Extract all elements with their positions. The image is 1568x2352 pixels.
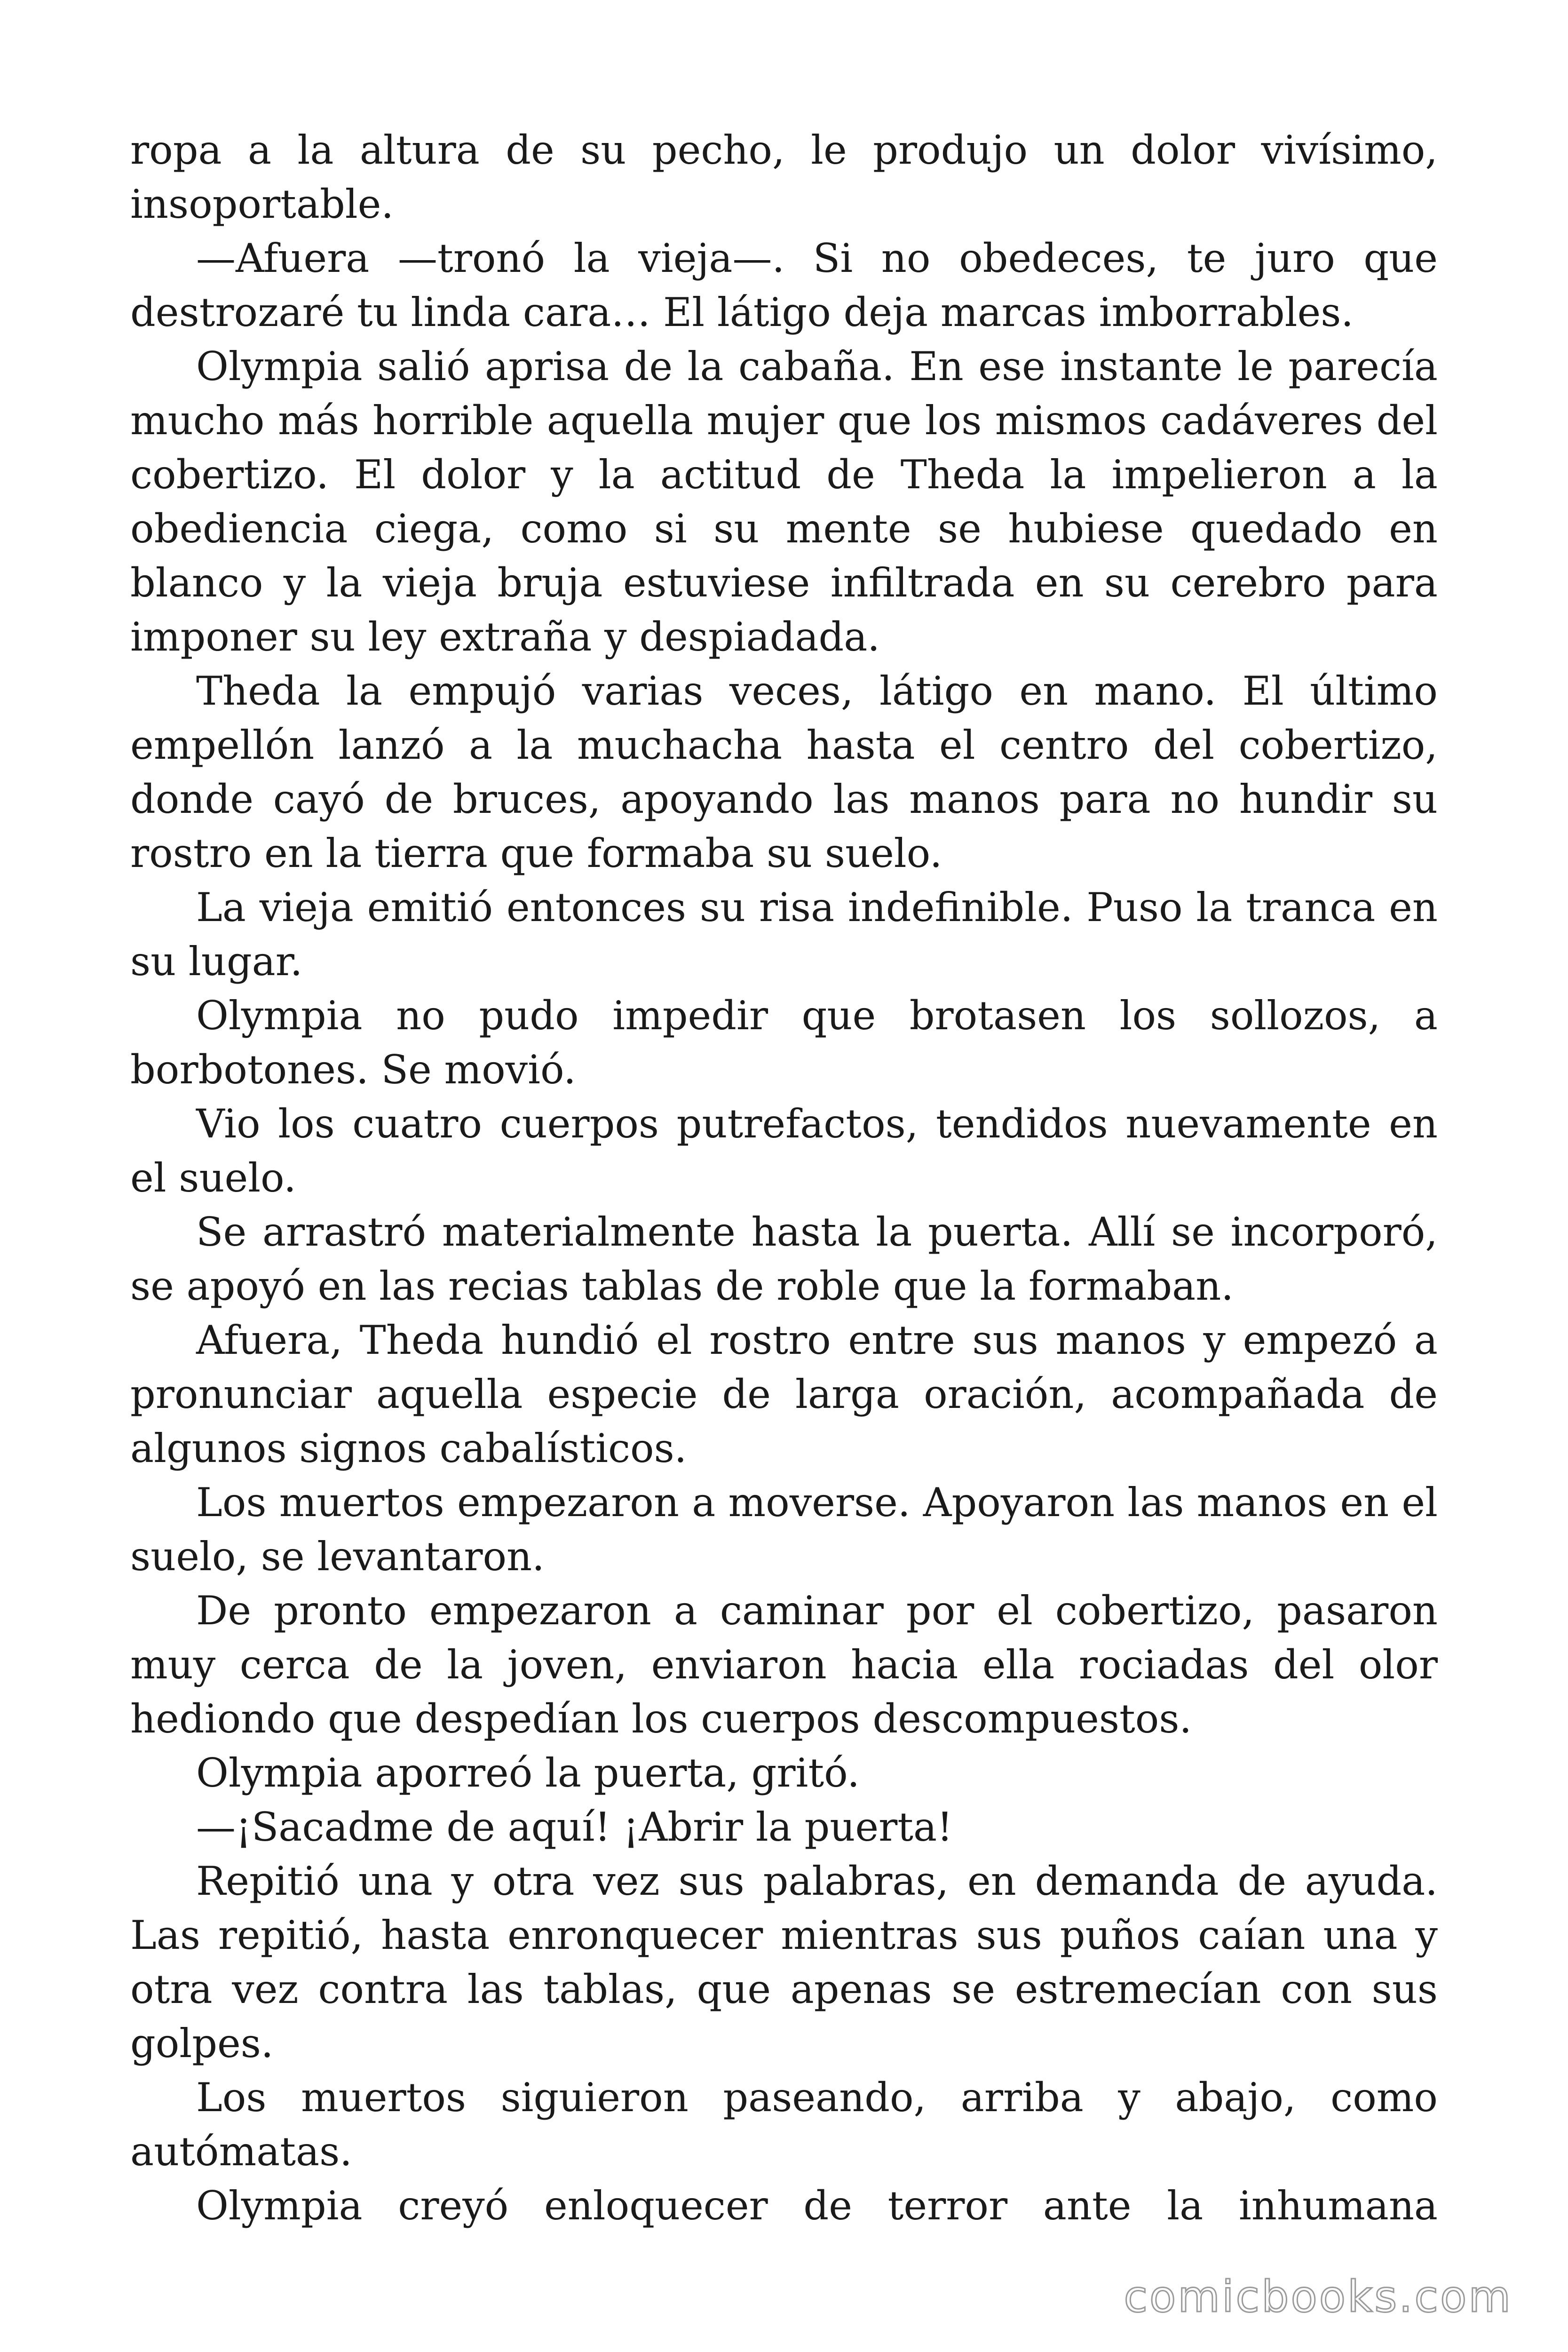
paragraph: Se arrastró materialmente hasta la puerta. Allí se incorporó, se apoyó en las recias tablas de roble que la formaban. <box>130 1209 1438 1309</box>
paragraph: Los muertos siguieron paseando, arriba y abajo, como autómatas. <box>130 2074 1438 2175</box>
page-body <box>130 123 1438 2233</box>
paragraph: Los muertos empezaron a moverse. Apoyaron las manos en el suelo, se levantaron. <box>130 1479 1438 1580</box>
paragraph: De pronto empezaron a caminar por el cobertizo, pasaron muy cerca de la joven, enviaron hacia ella rociadas del olor hediondo que despedían los cuerpos descompuestos. <box>130 1588 1438 1742</box>
paragraph: Olympia aporreó la puerta, gritó. <box>196 1750 860 1796</box>
paragraph: La vieja emitió entonces su risa indefinible. Puso la tranca en su lugar. <box>130 884 1438 985</box>
paragraph: —¡Sacadme de aquí! ¡Abrir la puerta! <box>196 1804 953 1850</box>
paragraph: Afuera, Theda hundió el rostro entre sus manos y empezó a pronunciar aquella especie de larga oración, acompañada de algunos signos cabalísticos. <box>130 1317 1438 1471</box>
paragraph: ropa a la altura de su pecho, le produjo un dolor vivísimo, insoportable. <box>130 127 1438 227</box>
paragraph: Repitió una y otra vez sus palabras, en demanda de ayuda. Las repitió, hasta enronquecer mientras sus puños caían una y otra vez contra las tablas, que apenas se estremecían con sus golpes. <box>130 1858 1438 2066</box>
paragraph: Olympia no pudo impedir que brotasen los sollozos, a borbotones. Se movió. <box>130 993 1438 1093</box>
watermark: comicbooks.com <box>1124 2272 1513 2322</box>
paragraph: —Afuera —tronó la vieja—. Si no obedeces, te juro que destrozaré tu linda cara… El látigo deja marcas imborrables. <box>130 235 1438 335</box>
paragraph: Vio los cuatro cuerpos putrefactos, tendidos nuevamente en el suelo. <box>130 1101 1438 1201</box>
paragraph: Olympia salió aprisa de la cabaña. En ese instante le parecía mucho más horrible aquella mujer que los mismos cadáveres del cobertizo. El dolor y la actitud de Theda la impelieron a la obediencia ciega, como si su mente se hubiese quedado en blanco y la vieja bruja estuviese infiltrada en su cerebro para imponer su ley extraña y despiadada. <box>130 343 1438 660</box>
paragraph: Theda la empujó varias veces, látigo en mano. El último empellón lanzó a la muchacha hasta el centro del cobertizo, donde cayó de bruces, apoyando las manos para no hundir su rostro en la tierra que formaba su suelo. <box>130 668 1438 876</box>
paragraph: Olympia creyó enloquecer de terror ante la inhumana <box>196 2183 1438 2229</box>
